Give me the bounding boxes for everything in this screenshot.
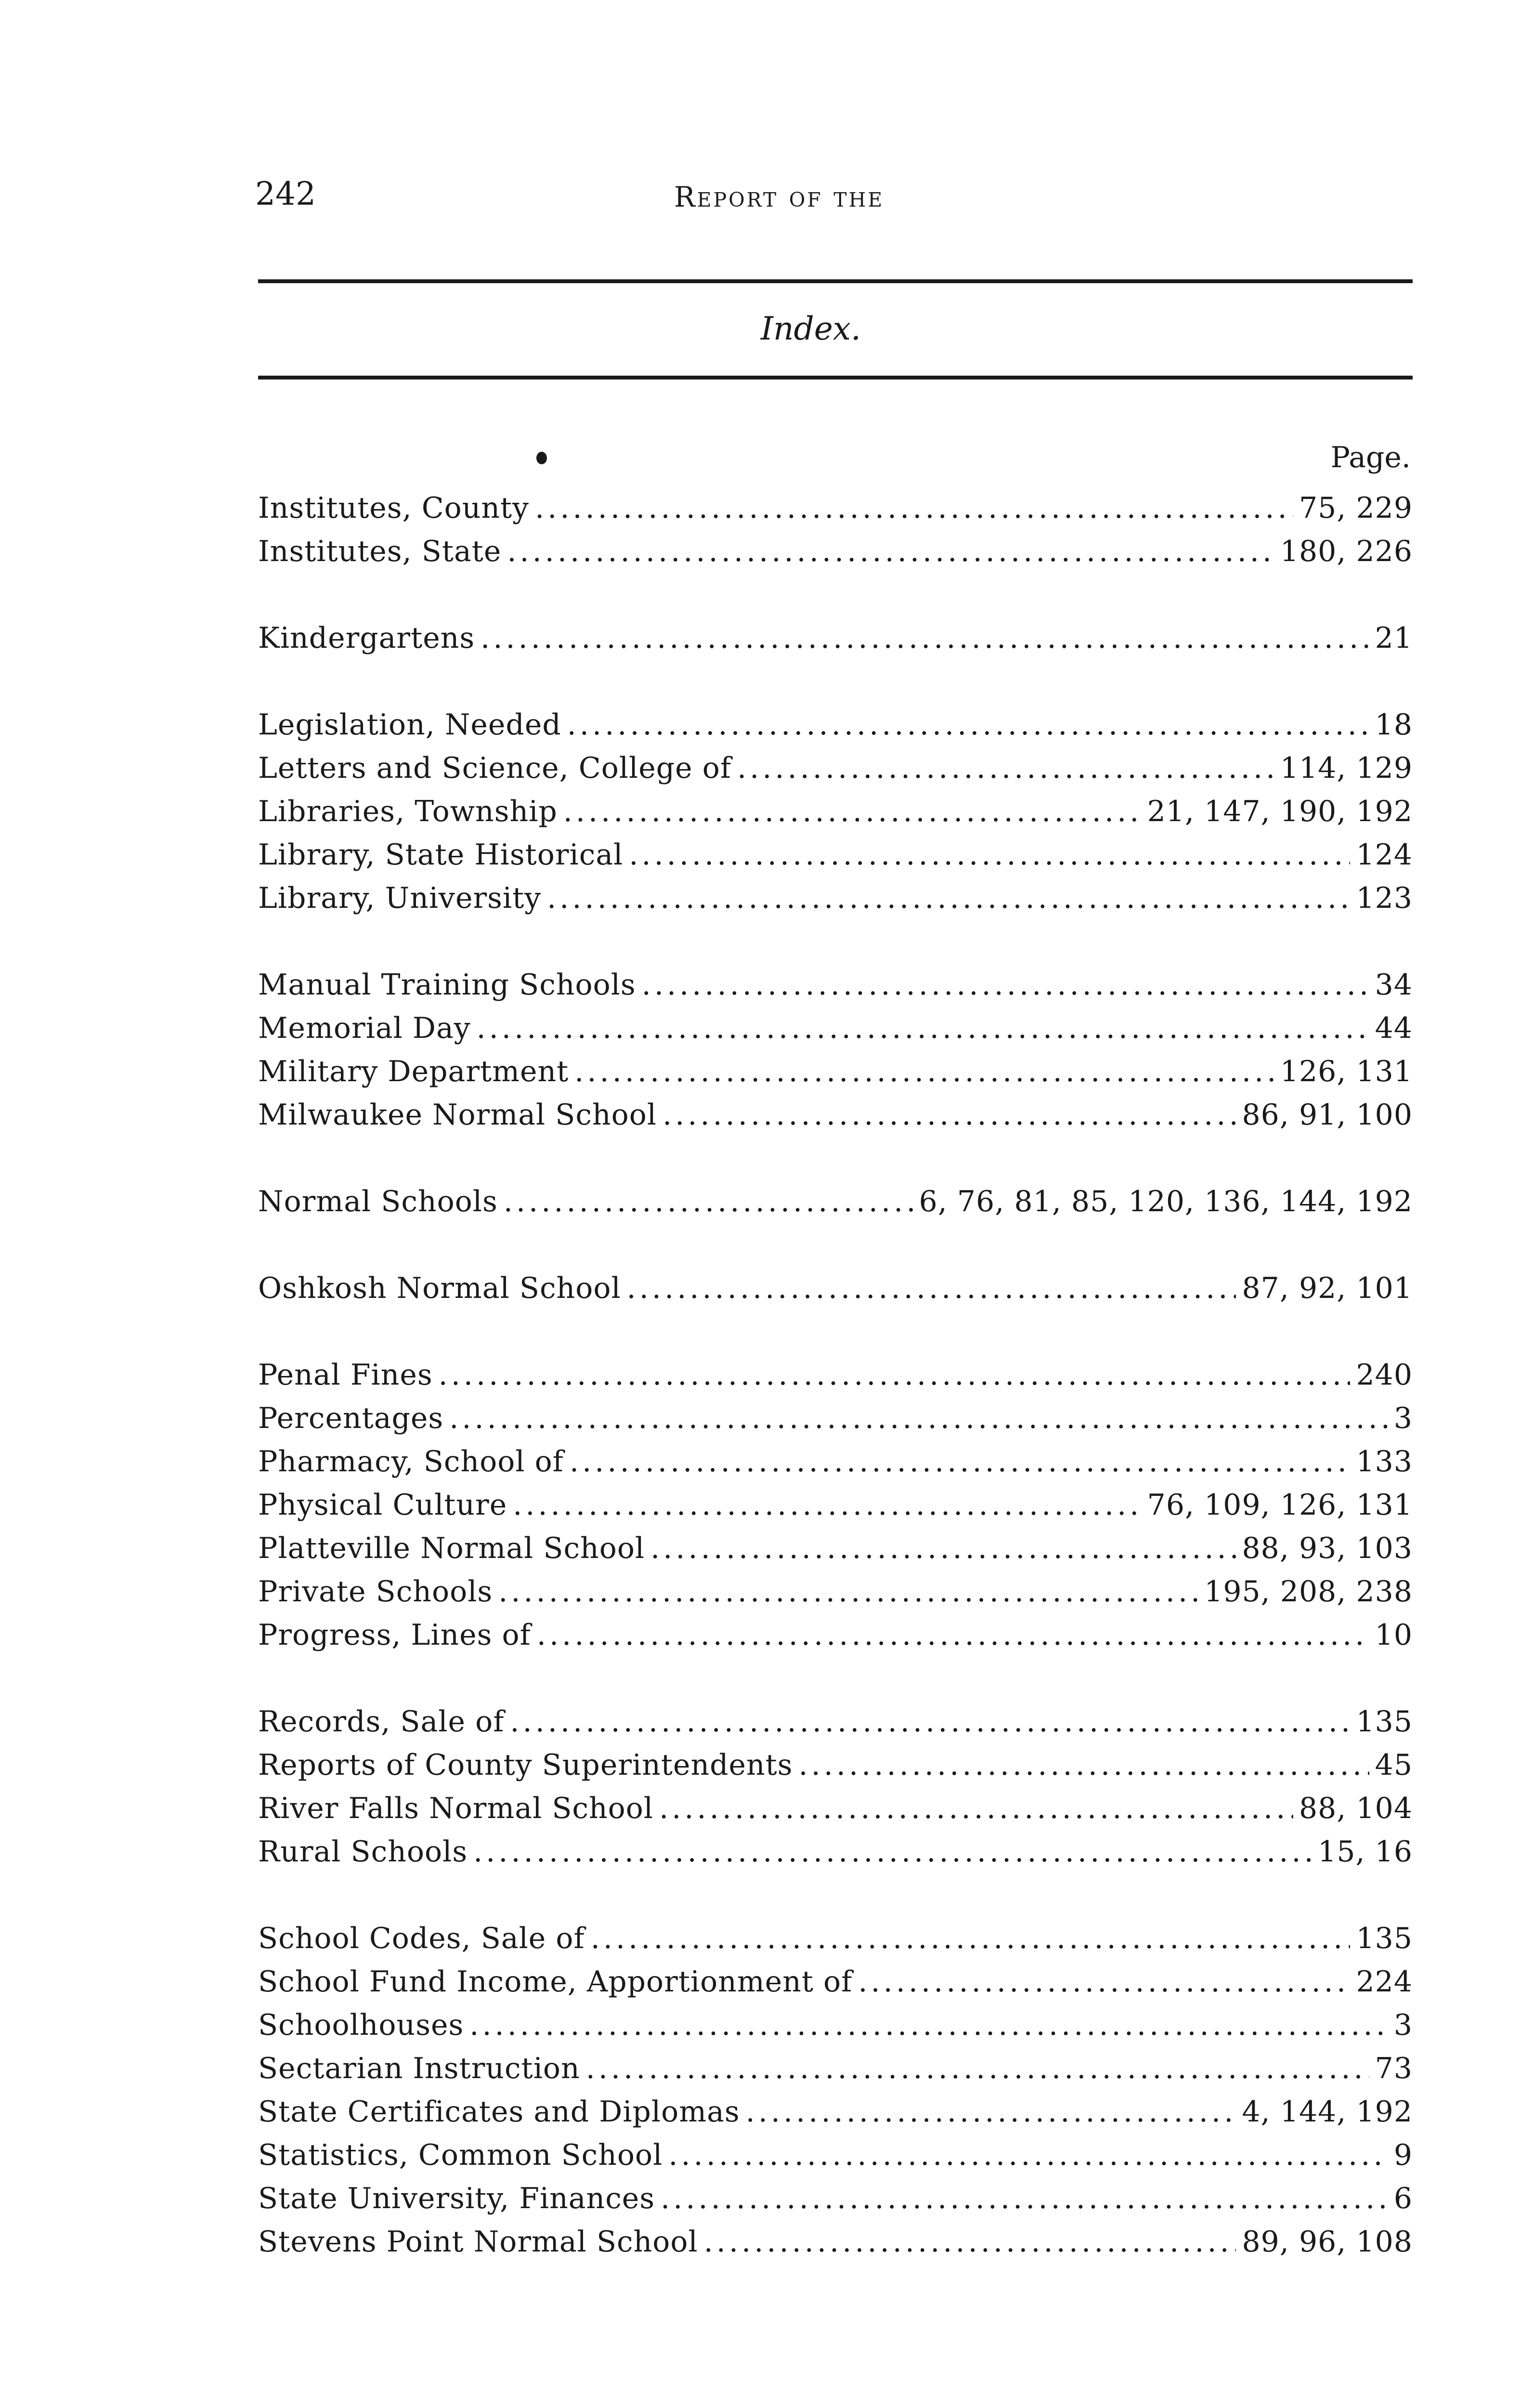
index-group xyxy=(258,1180,1413,1223)
index-entry xyxy=(258,2090,1413,2133)
dot-leader xyxy=(439,1353,1351,1397)
entry-label: Pharmacy, School of xyxy=(258,1445,564,1479)
entry-label: Letters and Science, College of xyxy=(258,751,732,785)
dot-leader xyxy=(547,877,1350,920)
top-rule xyxy=(258,279,1413,283)
entry-label: Private Schools xyxy=(258,1575,493,1609)
entry-pages: 6 xyxy=(1393,2182,1413,2215)
entry-pages: 73 xyxy=(1375,2052,1413,2085)
entry-label: Oshkosh Normal School xyxy=(258,1271,621,1305)
entry-pages: 89, 96, 108 xyxy=(1242,2225,1413,2259)
dot-leader xyxy=(650,1527,1236,1570)
entry-pages: 15, 16 xyxy=(1318,1835,1413,1869)
dot-leader xyxy=(535,486,1293,530)
dot-leader xyxy=(449,1397,1388,1440)
index-entry xyxy=(258,1007,1413,1050)
entry-pages: 34 xyxy=(1375,968,1413,1002)
dot-leader xyxy=(704,2220,1236,2264)
dot-leader xyxy=(629,833,1350,877)
index-entry xyxy=(258,2133,1413,2177)
entry-pages: 123 xyxy=(1356,881,1413,915)
entry-label: Records, Sale of xyxy=(258,1705,505,1739)
dot-leader xyxy=(642,963,1369,1007)
entry-label: Stevens Point Normal School xyxy=(258,2225,698,2259)
index-group xyxy=(258,963,1413,1137)
index-group xyxy=(258,1353,1413,1657)
entry-label: State Certificates and Diplomas xyxy=(258,2095,740,2129)
entry-label: Military Department xyxy=(258,1055,569,1088)
index-entry xyxy=(258,1830,1413,1873)
entry-pages: 10 xyxy=(1375,1618,1413,1652)
entry-label: Milwaukee Normal School xyxy=(258,1098,657,1132)
entry-label: Penal Fines xyxy=(258,1358,433,1392)
entry-pages: 126, 131 xyxy=(1280,1055,1413,1088)
index-entry xyxy=(258,2047,1413,2090)
dot-leader xyxy=(563,790,1142,833)
entry-label: Sectarian Instruction xyxy=(258,2052,580,2085)
entry-label: Percentages xyxy=(258,1401,444,1435)
entry-label: School Fund Income, Apportionment of xyxy=(258,1965,853,1999)
index-group xyxy=(258,1700,1413,1873)
entry-pages: 21 xyxy=(1375,621,1413,655)
entry-pages: 124 xyxy=(1356,838,1413,872)
entry-pages: 86, 91, 100 xyxy=(1242,1098,1413,1132)
entry-pages: 195, 208, 238 xyxy=(1204,1575,1413,1609)
index-group xyxy=(258,703,1413,920)
entry-label: Platteville Normal School xyxy=(258,1531,645,1565)
index-entry xyxy=(258,703,1413,746)
index-entry xyxy=(258,833,1413,877)
entry-label: River Falls Normal School xyxy=(258,1792,654,1825)
entry-pages: 4, 144, 192 xyxy=(1242,2095,1413,2129)
entry-pages: 76, 109, 126, 131 xyxy=(1147,1488,1413,1522)
dot-leader xyxy=(591,1917,1351,1960)
dot-leader xyxy=(663,1093,1236,1137)
entry-pages: 135 xyxy=(1356,1705,1413,1739)
index-title: Index. xyxy=(761,310,861,347)
index-entry xyxy=(258,1353,1413,1397)
index-entry xyxy=(258,1570,1413,1613)
running-head: Report of the xyxy=(674,181,884,213)
entry-pages: 87, 92, 101 xyxy=(1242,1271,1413,1305)
dot-leader xyxy=(537,1613,1369,1657)
dot-leader xyxy=(498,1570,1198,1613)
entry-pages: 133 xyxy=(1356,1445,1413,1479)
entry-label: Reports of County Superintendents xyxy=(258,1748,793,1782)
entry-label: Libraries, Township xyxy=(258,795,558,828)
entry-pages: 114, 129 xyxy=(1280,751,1413,785)
entry-pages: 21, 147, 190, 192 xyxy=(1147,795,1413,828)
entry-pages: 75, 229 xyxy=(1299,491,1413,525)
entry-pages: 18 xyxy=(1375,708,1413,742)
entry-pages: 135 xyxy=(1356,1922,1413,1955)
entry-pages: 224 xyxy=(1356,1965,1413,1999)
bullet-mark xyxy=(536,452,547,464)
dot-leader xyxy=(746,2090,1236,2133)
index-group xyxy=(258,1267,1413,1310)
dot-leader xyxy=(469,2003,1388,2047)
dot-leader xyxy=(567,703,1369,746)
index-entry xyxy=(258,1050,1413,1093)
index-entry xyxy=(258,1700,1413,1743)
dot-leader xyxy=(574,1050,1274,1093)
entry-label: Manual Training Schools xyxy=(258,968,636,1002)
dot-leader xyxy=(586,2047,1369,2090)
dot-leader xyxy=(507,530,1274,573)
index-entry xyxy=(258,790,1413,833)
dot-leader xyxy=(481,616,1369,660)
index-entry xyxy=(258,2003,1413,2047)
dot-leader xyxy=(668,2133,1388,2177)
index-entry xyxy=(258,746,1413,790)
index-entry xyxy=(258,1613,1413,1657)
entry-pages: 44 xyxy=(1375,1011,1413,1045)
entry-label: Institutes, State xyxy=(258,535,502,568)
entry-pages: 88, 104 xyxy=(1299,1792,1413,1825)
index-entry xyxy=(258,1483,1413,1527)
dot-leader xyxy=(473,1830,1312,1873)
entry-label: Schoolhouses xyxy=(258,2008,464,2042)
entry-pages: 6, 76, 81, 85, 120, 136, 144, 192 xyxy=(919,1185,1413,1218)
dot-leader xyxy=(504,1180,913,1223)
index-entry xyxy=(258,1440,1413,1483)
entry-pages: 9 xyxy=(1393,2138,1413,2172)
dot-leader xyxy=(737,746,1274,790)
index-entry xyxy=(258,1917,1413,1960)
entry-label: State University, Finances xyxy=(258,2182,655,2215)
index-entry xyxy=(258,2177,1413,2220)
index-entry xyxy=(258,963,1413,1007)
entry-pages: 240 xyxy=(1356,1358,1413,1392)
dot-leader xyxy=(510,1700,1350,1743)
index-entry xyxy=(258,1397,1413,1440)
index-group xyxy=(258,1917,1413,2264)
entry-pages: 45 xyxy=(1375,1748,1413,1782)
entry-label: Rural Schools xyxy=(258,1835,468,1869)
index-entry xyxy=(258,1787,1413,1830)
entry-label: Kindergartens xyxy=(258,621,475,655)
dot-leader xyxy=(570,1440,1350,1483)
entry-label: Statistics, Common School xyxy=(258,2138,663,2172)
index-entry xyxy=(258,1743,1413,1787)
index-entry xyxy=(258,1093,1413,1137)
entry-pages: 180, 226 xyxy=(1280,535,1413,568)
page-column-label: Page. xyxy=(1330,441,1411,474)
index-entry xyxy=(258,486,1413,530)
entry-label: Progress, Lines of xyxy=(258,1618,531,1652)
index-group xyxy=(258,486,1413,573)
index-entry xyxy=(258,530,1413,573)
index-group xyxy=(258,616,1413,660)
dot-leader xyxy=(513,1483,1141,1527)
index-list xyxy=(258,486,1413,2307)
dot-leader xyxy=(627,1267,1236,1310)
entry-pages: 3 xyxy=(1393,2008,1413,2042)
entry-label: Library, State Historical xyxy=(258,838,624,872)
entry-label: Physical Culture xyxy=(258,1488,507,1522)
index-entry xyxy=(258,1267,1413,1310)
entry-label: School Codes, Sale of xyxy=(258,1922,585,1955)
entry-label: Library, University xyxy=(258,881,542,915)
entry-label: Institutes, County xyxy=(258,491,530,525)
index-entry xyxy=(258,2220,1413,2264)
dot-leader xyxy=(858,1960,1350,2003)
dot-leader xyxy=(477,1007,1369,1050)
entry-label: Legislation, Needed xyxy=(258,708,561,742)
index-entry xyxy=(258,1527,1413,1570)
index-entry xyxy=(258,877,1413,920)
entry-label: Memorial Day xyxy=(258,1011,471,1045)
index-entry xyxy=(258,1960,1413,2003)
dot-leader xyxy=(661,2177,1388,2220)
entry-label: Normal Schools xyxy=(258,1185,498,1218)
bottom-rule xyxy=(258,376,1413,380)
dot-leader xyxy=(659,1787,1293,1830)
entry-pages: 88, 93, 103 xyxy=(1242,1531,1413,1565)
dot-leader xyxy=(799,1743,1369,1787)
entry-pages: 3 xyxy=(1393,1401,1413,1435)
index-entry xyxy=(258,616,1413,660)
index-entry xyxy=(258,1180,1413,1223)
page-number: 242 xyxy=(255,175,316,212)
